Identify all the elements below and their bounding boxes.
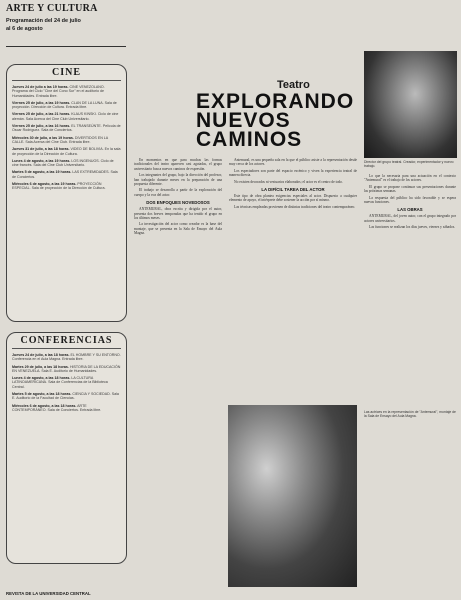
listing-date: Miércoles 6 de agosto, a las 19 horas. (12, 182, 77, 187)
headline-line: NUEVOS (196, 109, 291, 132)
listing-text: EL HOMBRE Y SU ENTORNO. Conferencia en el Aula Magna. Entrada libre. (12, 353, 121, 362)
article-column-2 (229, 158, 357, 398)
listing-entry (12, 392, 121, 401)
headline-line: CAMINOS (196, 128, 303, 151)
listing-date: Viernes 25 de julio, a las 19 horas. (12, 100, 71, 105)
listing-entry (12, 404, 121, 413)
listing-text: LA CULTURA LATINOAMERICANA. Sala de Conferencias de la Biblioteca Central. (12, 376, 108, 389)
listing-text: PROYECCIÓN ESPECIAL. Sala de proyección de la Dirección de Cultura. (12, 182, 106, 191)
listing-entry (12, 112, 121, 121)
listing-entry (12, 182, 121, 191)
column-text (364, 174, 456, 204)
conferencias-title: CONFERENCIAS (12, 335, 121, 349)
paragraph: Las funciones se realizan los días jueves, viernes y sábados. (369, 225, 456, 230)
listing-date: Martes 5 de agosto, a las 18 horas. (12, 392, 72, 397)
listing-entry (12, 147, 121, 156)
cine-list (12, 85, 121, 191)
article-column-3 (364, 174, 456, 404)
listing-date: Martes 5 de agosto, a las 19 horas. (12, 170, 72, 175)
actresses-photo (228, 405, 357, 587)
listing-entry (12, 365, 121, 374)
portrait-photo (364, 51, 457, 158)
listing-date: Jueves 31 de julio, a las 18 horas. (12, 147, 70, 152)
article-headline (196, 92, 361, 149)
listing-text: ARTE CONTEMPORÁNEO. Sala de Conciertos. Entrada libre. (12, 403, 102, 412)
listing-date: Viernes 25 de julio, a las 16 horas. (12, 124, 71, 129)
paragraph: Los integrantes del grupo, bajo la dirección del profesor, han trabajado durante meses en la preparación de una propuesta diferente. (134, 173, 222, 187)
column-text (134, 207, 222, 235)
paragraph: El trabajo se desarrolla a partir de la exploración del cuerpo y la voz del actor. (134, 188, 222, 197)
conferencias-box (6, 332, 127, 564)
listing-date: Jueves 24 de julio, a las 18 horas. (12, 353, 70, 357)
listing-text: LOS INGENUOS. Ciclo de cine francés. Sala del Cine Club Universitario. (12, 158, 114, 168)
listing-text: LAS EXTREMIDADES. Sala de Conciertos. (12, 170, 118, 179)
listing-entry (12, 136, 121, 145)
listing-entry (12, 353, 121, 362)
paragraph: En momentos en que para muchas las formas tradicionales del teatro aparecen casi agotadas, el grupo universitario busca nuevos caminos de expresión. (134, 158, 222, 171)
listing-text: VIDEO DE BOLIVIA. En la sala de proyección de la Dirección de Cultura. (12, 147, 121, 156)
article-kicker: Teatro (277, 79, 310, 91)
listing-entry (12, 376, 121, 389)
listing-date: Lunes 4 de agosto, a las 18 horas. (12, 376, 71, 381)
conferencias-list (12, 353, 121, 412)
column-text (229, 194, 357, 209)
paragraph: Lo que la necesaria para una actuación en el contexto "Antemural" es el trabajo de los actores. (364, 174, 456, 183)
photo-caption: Las actrices en la representación de "Antemural", montaje de la Sala de Ensayo del Aula Magna. (364, 410, 456, 418)
paragraph: Este tipo de obra plantea exigencias especiales al actor. Dispuesto a cualquier elemento de apoyo, el intérprete debe sostener la acción por sí mismo. (229, 194, 357, 203)
listing-entry (12, 159, 121, 168)
listing-entry (12, 85, 121, 98)
listing-entry (12, 124, 121, 133)
divider (6, 46, 126, 47)
cine-box (6, 64, 127, 322)
listing-text: CLAN DE LA LUNA. Sala de proyección. Dirección de Cultura. Entrada libre. (12, 100, 117, 110)
paragraph: El grupo se propone continuar sus presentaciones durante las próximas semanas. (364, 184, 456, 194)
listing-entry (12, 101, 121, 110)
article-column-1 (134, 158, 222, 586)
listing-date: Martes 29 de julio, a las 18 horas. (12, 364, 69, 369)
column-text (364, 214, 456, 229)
program-date-line: Programación del 24 de julio (6, 18, 81, 24)
listings-column (6, 64, 127, 564)
listing-entry (12, 170, 121, 179)
paragraph: Antemural, es una pequeña sala en la que el público asiste a la representación desde muy cerca de los actores. (229, 158, 357, 167)
listing-date: Jueves 24 de julio a las 19 horas. (12, 85, 69, 89)
article-subheading: LA DIFÍCIL TAREA DEL ACTOR (261, 187, 325, 193)
article-subheading: LAS OBRAS (397, 207, 423, 213)
section-heading: ARTE Y CULTURA (6, 3, 98, 14)
headline-line: EXPLORANDO (196, 90, 355, 113)
paragraph: ANTEMURAL, obra escrita y dirigida por el autor, presenta dos breves temporadas que ha tenido el grupo en los últimos meses. (134, 207, 222, 221)
paragraph: ANTEMURAL, del joven autor, con el grupo integrado por actores universitarios. (364, 214, 456, 223)
listing-text: CIENCIA Y SOCIEDAD. Sala E. Auditorio de la Facultad de Ciencias. (12, 392, 119, 401)
listing-date: Viernes 25 de julio, a las 21 horas. (12, 112, 71, 117)
listing-text: DIVERTIDOS EN LA CALLE. Sala Acerca del Cine Club. Entrada libre. (12, 135, 109, 144)
program-date-line: al 6 de agosto (6, 26, 43, 32)
photo-caption: Director del grupo teatral. Creador, experimentador y nuevo trabajo. (364, 160, 454, 168)
paragraph: La respuesta del público ha sido favorable y se espera nuevas funciones. (364, 195, 456, 205)
paragraph: No existen decorados ni vestuarios elaborados; el actor es el centro de todo. (234, 179, 343, 184)
listing-date: Miércoles 6 de agosto, a las 18 horas. (12, 403, 77, 408)
listing-text: CINE VENEZOLANO. Programa del Ciclo "Cine del Cono Sur" en el auditorio de Humanidades. Entrada libre. (12, 85, 105, 98)
listing-date: Miércoles 30 de julio, a las 19 horas. (12, 135, 74, 140)
paragraph: La investigación del actor como creador es la base del montaje, que se presenta en la Sala de Ensayo del Aula Magna. (134, 222, 222, 236)
page-footer: REVISTA DE LA UNIVERSIDAD CENTRAL (6, 591, 91, 596)
paragraph: Los espectadores son parte del espacio escénico y viven la experiencia teatral de manera directa. (229, 168, 357, 178)
listing-text: KLAUS KINSKI. Ciclo de cine alemán. Sala Acerca del Cine Club Universitario. (12, 112, 119, 121)
article-subheading: DOS ENFOQUES NOVEDOSOS (146, 200, 210, 206)
column-text (134, 158, 222, 197)
listing-text: HISTORIA DE LA EDUCACIÓN EN VENEZUELA. Sala E. Auditorio de Humanidades. (12, 364, 121, 373)
listing-date: Lunes 4 de agosto, a las 19 horas. (12, 158, 71, 163)
listing-text: EL TRANSEÚNTE. Película de Oscar Rodríguez. Sala de Conciertos. (12, 124, 121, 133)
cine-title: CINE (12, 67, 121, 81)
column-text (229, 158, 357, 184)
paragraph: Las técnicas empleadas provienen de distintas tradiciones del teatro contemporáneo. (234, 204, 356, 209)
